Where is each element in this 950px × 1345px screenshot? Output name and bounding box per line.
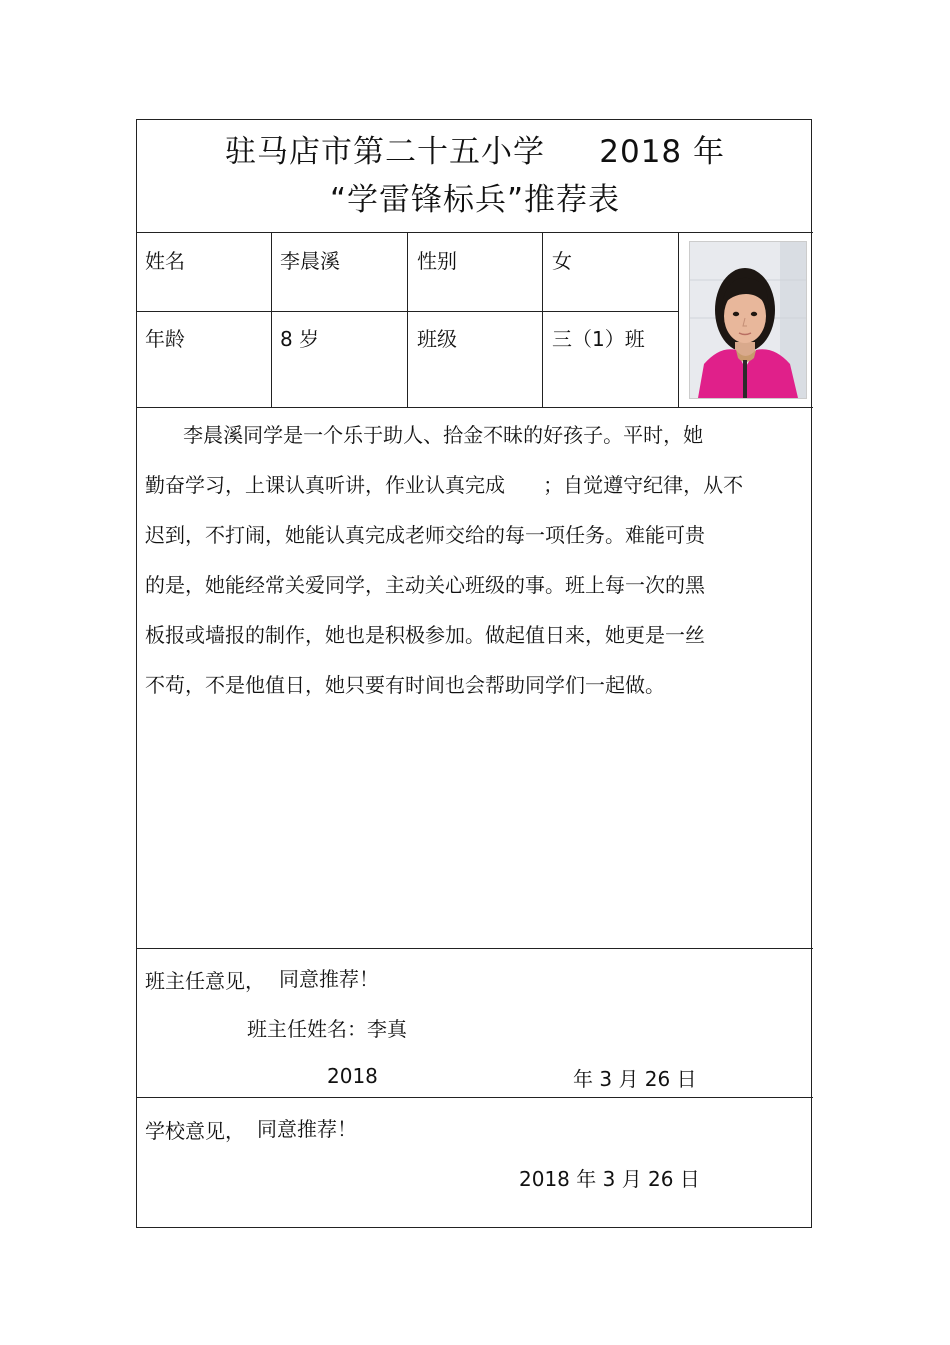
age-value: 8 岁 [280, 327, 320, 351]
class-value: 三（1）班 [552, 327, 645, 351]
gender-label: 性别 [417, 249, 457, 273]
teacher-opinion-value: 同意推荐！ [279, 967, 379, 991]
description-line-5: 板报或墙报的制作，她也是积极参加。做起值日来，她更是一丝 [145, 623, 705, 647]
teacher-date-year: 2018 [327, 1064, 378, 1088]
divider-description-bottom [137, 948, 813, 949]
divider-info-row [137, 311, 679, 312]
divider-title [137, 232, 813, 233]
name-value: 李晨溪 [280, 249, 340, 273]
col-divider-1 [271, 232, 272, 407]
description-line-4: 的是，她能经常关爱同学，主动关心班级的事。班上每一次的黑 [145, 573, 705, 597]
description-line-6: 不苟，不是他值日，她只要有时间也会帮助同学们一起做。 [145, 673, 665, 697]
school-opinion-value: 同意推荐！ [257, 1117, 357, 1141]
school-opinion-label: 学校意见， [145, 1119, 245, 1143]
name-label: 姓名 [145, 249, 185, 273]
teacher-opinion-label: 班主任意见， [145, 969, 265, 993]
col-divider-4 [678, 232, 679, 407]
col-divider-2 [407, 232, 408, 407]
teacher-date-rest: 年 3 月 26 日 [573, 1067, 697, 1091]
divider-info-bottom [137, 407, 813, 408]
teacher-signature: 班主任姓名：李真 [247, 1017, 407, 1041]
form-title-line1: 驻马店市第二十五小学 2018 年 [224, 134, 725, 170]
class-label: 班级 [417, 327, 457, 351]
form-title-line2: “学雷锋标兵”推荐表 [329, 182, 621, 218]
divider-teacher-bottom [137, 1097, 813, 1098]
description-line-2: 勤奋学习，上课认真听讲，作业认真完成 ；自觉遵守纪律，从不 [145, 473, 744, 497]
description-line-3: 迟到，不打闹，她能认真完成老师交给的每一项任务。难能可贵 [145, 523, 705, 547]
recommendation-form [136, 119, 812, 1228]
school-date: 2018 年 3 月 26 日 [519, 1167, 700, 1191]
gender-value: 女 [552, 249, 572, 273]
student-photo [689, 241, 807, 399]
description-line-1: 李晨溪同学是一个乐于助人、拾金不昧的好孩子。平时，她 [145, 423, 704, 447]
col-divider-3 [542, 232, 543, 407]
age-label: 年龄 [145, 327, 185, 351]
